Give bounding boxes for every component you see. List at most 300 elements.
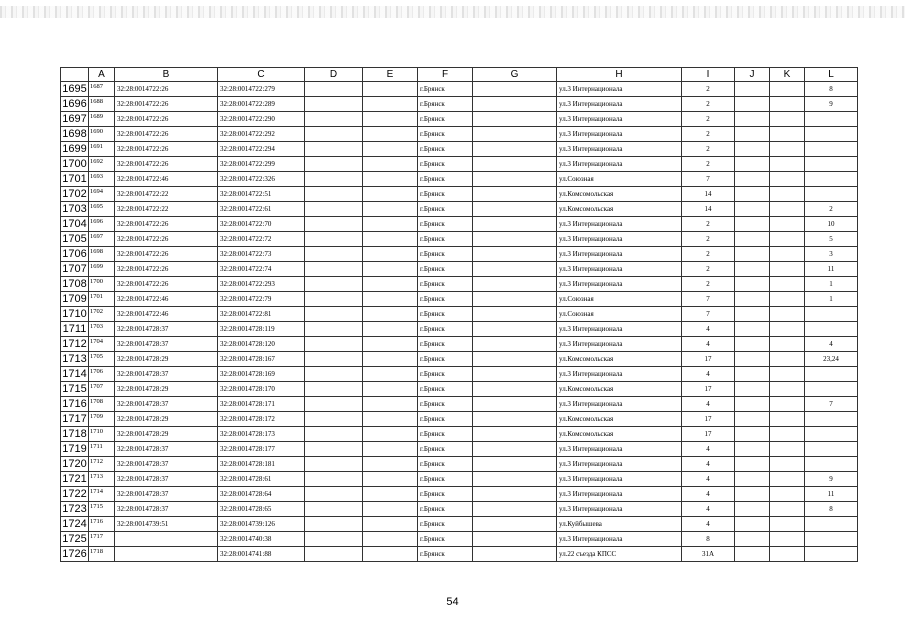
cell-h[interactable]: ул.Комсомольская: [557, 202, 682, 217]
cell-g[interactable]: [473, 307, 557, 322]
cell-a[interactable]: 1687: [89, 82, 115, 97]
cell-f[interactable]: г.Брянск: [418, 172, 473, 187]
cell-d[interactable]: [305, 532, 363, 547]
cell-a[interactable]: 1706: [89, 367, 115, 382]
cell-b[interactable]: 32:28:0014728:29: [115, 427, 218, 442]
cell-f[interactable]: г.Брянск: [418, 427, 473, 442]
cell-d[interactable]: [305, 352, 363, 367]
cell-e[interactable]: [363, 112, 418, 127]
cell-h[interactable]: ул.3 Интернационала: [557, 217, 682, 232]
cell-i[interactable]: 2: [682, 262, 735, 277]
cell-j[interactable]: [735, 262, 770, 277]
cell-e[interactable]: [363, 187, 418, 202]
cell-c[interactable]: 32:28:0014722:51: [218, 187, 305, 202]
cell-g[interactable]: [473, 502, 557, 517]
cell-a[interactable]: 1695: [89, 202, 115, 217]
cell-c[interactable]: 32:28:0014722:326: [218, 172, 305, 187]
cell-c[interactable]: 32:28:0014722:79: [218, 292, 305, 307]
cell-f[interactable]: г.Брянск: [418, 487, 473, 502]
cell-l[interactable]: 7: [805, 397, 858, 412]
row-number[interactable]: 1713: [62, 353, 87, 365]
cell-e[interactable]: [363, 277, 418, 292]
cell-e[interactable]: [363, 487, 418, 502]
cell-e[interactable]: [363, 172, 418, 187]
cell-d[interactable]: [305, 337, 363, 352]
cell-l[interactable]: 3: [805, 247, 858, 262]
cell-c[interactable]: 32:28:0014728:177: [218, 442, 305, 457]
cell-h[interactable]: ул.3 Интернационала: [557, 457, 682, 472]
cell-a[interactable]: 1711: [89, 442, 115, 457]
cell-d[interactable]: [305, 172, 363, 187]
row-number[interactable]: 1697: [62, 113, 87, 125]
row-number[interactable]: 1714: [62, 368, 87, 380]
cell-h[interactable]: ул.3 Интернационала: [557, 262, 682, 277]
cell-b[interactable]: 32:28:0014722:26: [115, 157, 218, 172]
cell-d[interactable]: [305, 202, 363, 217]
cell-j[interactable]: [735, 127, 770, 142]
cell-k[interactable]: [770, 157, 805, 172]
cell-i[interactable]: 7: [682, 292, 735, 307]
cell-k[interactable]: [770, 277, 805, 292]
cell-k[interactable]: [770, 202, 805, 217]
cell-a[interactable]: 1714: [89, 487, 115, 502]
cell-b[interactable]: 32:28:0014728:37: [115, 472, 218, 487]
cell-d[interactable]: [305, 382, 363, 397]
cell-f[interactable]: г.Брянск: [418, 262, 473, 277]
cell-h[interactable]: ул.3 Интернационала: [557, 322, 682, 337]
cell-b[interactable]: 32:28:0014722:26: [115, 112, 218, 127]
cell-e[interactable]: [363, 532, 418, 547]
cell-b[interactable]: 32:28:0014728:29: [115, 412, 218, 427]
cell-g[interactable]: [473, 472, 557, 487]
cell-c[interactable]: 32:28:0014728:65: [218, 502, 305, 517]
cell-f[interactable]: г.Брянск: [418, 502, 473, 517]
cell-l[interactable]: [805, 367, 858, 382]
cell-l[interactable]: 8: [805, 502, 858, 517]
cell-f[interactable]: г.Брянск: [418, 412, 473, 427]
cell-d[interactable]: [305, 127, 363, 142]
cell-g[interactable]: [473, 142, 557, 157]
cell-a[interactable]: 1707: [89, 382, 115, 397]
cell-j[interactable]: [735, 157, 770, 172]
cell-f[interactable]: г.Брянск: [418, 127, 473, 142]
cell-c[interactable]: 32:28:0014728:61: [218, 472, 305, 487]
cell-k[interactable]: [770, 322, 805, 337]
cell-f[interactable]: г.Брянск: [418, 142, 473, 157]
cell-h[interactable]: ул.3 Интернационала: [557, 502, 682, 517]
cell-h[interactable]: ул.3 Интернационала: [557, 472, 682, 487]
cell-e[interactable]: [363, 82, 418, 97]
cell-a[interactable]: 1694: [89, 187, 115, 202]
cell-h[interactable]: ул.3 Интернационала: [557, 127, 682, 142]
row-number[interactable]: 1707: [62, 263, 87, 275]
cell-i[interactable]: 4: [682, 397, 735, 412]
cell-h[interactable]: ул.3 Интернационала: [557, 487, 682, 502]
cell-a[interactable]: 1696: [89, 217, 115, 232]
cell-f[interactable]: г.Брянск: [418, 382, 473, 397]
cell-j[interactable]: [735, 547, 770, 562]
row-number[interactable]: 1704: [62, 218, 87, 230]
cell-b[interactable]: 32:28:0014722:26: [115, 247, 218, 262]
cell-g[interactable]: [473, 262, 557, 277]
cell-f[interactable]: г.Брянск: [418, 547, 473, 562]
cell-l[interactable]: [805, 127, 858, 142]
cell-i[interactable]: 17: [682, 427, 735, 442]
cell-h[interactable]: ул.3 Интернационала: [557, 397, 682, 412]
cell-k[interactable]: [770, 337, 805, 352]
cell-h[interactable]: ул.Союзная: [557, 292, 682, 307]
cell-b[interactable]: 32:28:0014722:26: [115, 217, 218, 232]
row-number[interactable]: 1723: [62, 503, 87, 515]
cell-f[interactable]: г.Брянск: [418, 532, 473, 547]
cell-b[interactable]: 32:28:0014722:26: [115, 142, 218, 157]
cell-e[interactable]: [363, 202, 418, 217]
cell-f[interactable]: г.Брянск: [418, 442, 473, 457]
row-number[interactable]: 1719: [62, 443, 87, 455]
cell-f[interactable]: г.Брянск: [418, 232, 473, 247]
cell-i[interactable]: 2: [682, 232, 735, 247]
cell-k[interactable]: [770, 502, 805, 517]
cell-i[interactable]: 2: [682, 247, 735, 262]
cell-h[interactable]: ул.3 Интернационала: [557, 247, 682, 262]
cell-i[interactable]: 7: [682, 307, 735, 322]
cell-j[interactable]: [735, 367, 770, 382]
row-number[interactable]: 1716: [62, 398, 87, 410]
row-number[interactable]: 1712: [62, 338, 87, 350]
cell-j[interactable]: [735, 382, 770, 397]
cell-e[interactable]: [363, 412, 418, 427]
cell-h[interactable]: ул.3 Интернационала: [557, 232, 682, 247]
cell-i[interactable]: 2: [682, 142, 735, 157]
cell-c[interactable]: 32:28:0014728:119: [218, 322, 305, 337]
cell-h[interactable]: ул.22 съезда КПСС: [557, 547, 682, 562]
cell-h[interactable]: ул.3 Интернационала: [557, 532, 682, 547]
cell-a[interactable]: 1703: [89, 322, 115, 337]
cell-l[interactable]: [805, 112, 858, 127]
cell-k[interactable]: [770, 187, 805, 202]
row-number[interactable]: 1709: [62, 293, 87, 305]
row-number[interactable]: 1708: [62, 278, 87, 290]
cell-e[interactable]: [363, 547, 418, 562]
cell-c[interactable]: 32:28:0014728:181: [218, 457, 305, 472]
cell-j[interactable]: [735, 457, 770, 472]
row-number[interactable]: 1720: [62, 458, 87, 470]
cell-g[interactable]: [473, 187, 557, 202]
cell-i[interactable]: 2: [682, 127, 735, 142]
cell-k[interactable]: [770, 262, 805, 277]
cell-k[interactable]: [770, 112, 805, 127]
cell-a[interactable]: 1710: [89, 427, 115, 442]
cell-e[interactable]: [363, 217, 418, 232]
cell-b[interactable]: 32:28:0014728:37: [115, 457, 218, 472]
cell-e[interactable]: [363, 352, 418, 367]
cell-j[interactable]: [735, 517, 770, 532]
cell-l[interactable]: [805, 142, 858, 157]
row-number[interactable]: 1718: [62, 428, 87, 440]
cell-e[interactable]: [363, 367, 418, 382]
cell-g[interactable]: [473, 337, 557, 352]
cell-e[interactable]: [363, 262, 418, 277]
cell-f[interactable]: г.Брянск: [418, 217, 473, 232]
cell-c[interactable]: 32:28:0014722:70: [218, 217, 305, 232]
cell-f[interactable]: г.Брянск: [418, 97, 473, 112]
cell-b[interactable]: 32:28:0014722:46: [115, 172, 218, 187]
cell-j[interactable]: [735, 292, 770, 307]
cell-j[interactable]: [735, 82, 770, 97]
cell-i[interactable]: 31А: [682, 547, 735, 562]
cell-a[interactable]: 1698: [89, 247, 115, 262]
cell-d[interactable]: [305, 262, 363, 277]
row-number[interactable]: 1698: [62, 128, 87, 140]
cell-a[interactable]: 1688: [89, 97, 115, 112]
row-number[interactable]: 1715: [62, 383, 87, 395]
cell-a[interactable]: 1702: [89, 307, 115, 322]
cell-c[interactable]: 32:28:0014722:289: [218, 97, 305, 112]
cell-g[interactable]: [473, 367, 557, 382]
cell-i[interactable]: 4: [682, 457, 735, 472]
cell-c[interactable]: 32:28:0014722:290: [218, 112, 305, 127]
cell-j[interactable]: [735, 442, 770, 457]
cell-k[interactable]: [770, 292, 805, 307]
cell-k[interactable]: [770, 457, 805, 472]
cell-k[interactable]: [770, 217, 805, 232]
cell-h[interactable]: ул.3 Интернационала: [557, 112, 682, 127]
cell-c[interactable]: 32:28:0014722:293: [218, 277, 305, 292]
cell-b[interactable]: 32:28:0014722:26: [115, 262, 218, 277]
cell-i[interactable]: 17: [682, 352, 735, 367]
cell-g[interactable]: [473, 322, 557, 337]
cell-k[interactable]: [770, 127, 805, 142]
cell-d[interactable]: [305, 427, 363, 442]
cell-b[interactable]: 32:28:0014728:37: [115, 487, 218, 502]
cell-b[interactable]: 32:28:0014722:22: [115, 187, 218, 202]
cell-g[interactable]: [473, 487, 557, 502]
cell-e[interactable]: [363, 322, 418, 337]
cell-i[interactable]: 17: [682, 382, 735, 397]
row-number[interactable]: 1706: [62, 248, 87, 260]
cell-c[interactable]: 32:28:0014722:72: [218, 232, 305, 247]
cell-h[interactable]: ул.Куйбышева: [557, 517, 682, 532]
cell-h[interactable]: ул.Комсомольская: [557, 427, 682, 442]
cell-j[interactable]: [735, 397, 770, 412]
cell-a[interactable]: 1709: [89, 412, 115, 427]
cell-b[interactable]: 32:28:0014728:37: [115, 367, 218, 382]
cell-h[interactable]: ул.3 Интернационала: [557, 277, 682, 292]
cell-f[interactable]: г.Брянск: [418, 112, 473, 127]
cell-j[interactable]: [735, 307, 770, 322]
cell-d[interactable]: [305, 292, 363, 307]
cell-a[interactable]: 1692: [89, 157, 115, 172]
cell-c[interactable]: 32:28:0014728:169: [218, 367, 305, 382]
cell-l[interactable]: 1: [805, 277, 858, 292]
cell-l[interactable]: [805, 157, 858, 172]
cell-h[interactable]: ул.3 Интернационала: [557, 97, 682, 112]
cell-f[interactable]: г.Брянск: [418, 307, 473, 322]
cell-h[interactable]: ул.3 Интернационала: [557, 142, 682, 157]
cell-b[interactable]: 32:28:0014728:37: [115, 337, 218, 352]
cell-g[interactable]: [473, 112, 557, 127]
cell-e[interactable]: [363, 472, 418, 487]
cell-e[interactable]: [363, 157, 418, 172]
cell-g[interactable]: [473, 397, 557, 412]
cell-k[interactable]: [770, 427, 805, 442]
row-number[interactable]: 1722: [62, 488, 87, 500]
cell-c[interactable]: 32:28:0014722:292: [218, 127, 305, 142]
cell-k[interactable]: [770, 487, 805, 502]
cell-g[interactable]: [473, 82, 557, 97]
cell-b[interactable]: [115, 532, 218, 547]
cell-d[interactable]: [305, 217, 363, 232]
cell-g[interactable]: [473, 517, 557, 532]
cell-k[interactable]: [770, 172, 805, 187]
cell-k[interactable]: [770, 517, 805, 532]
cell-j[interactable]: [735, 187, 770, 202]
cell-g[interactable]: [473, 292, 557, 307]
cell-f[interactable]: г.Брянск: [418, 517, 473, 532]
cell-a[interactable]: 1718: [89, 547, 115, 562]
cell-d[interactable]: [305, 112, 363, 127]
cell-d[interactable]: [305, 307, 363, 322]
cell-f[interactable]: г.Брянск: [418, 292, 473, 307]
cell-j[interactable]: [735, 172, 770, 187]
cell-j[interactable]: [735, 532, 770, 547]
cell-g[interactable]: [473, 412, 557, 427]
cell-i[interactable]: 2: [682, 217, 735, 232]
cell-k[interactable]: [770, 367, 805, 382]
cell-h[interactable]: ул.Комсомольская: [557, 187, 682, 202]
cell-b[interactable]: 32:28:0014722:26: [115, 277, 218, 292]
cell-k[interactable]: [770, 382, 805, 397]
cell-l[interactable]: 9: [805, 472, 858, 487]
cell-h[interactable]: ул.Союзная: [557, 307, 682, 322]
cell-e[interactable]: [363, 337, 418, 352]
cell-e[interactable]: [363, 142, 418, 157]
cell-b[interactable]: 32:28:0014728:29: [115, 352, 218, 367]
cell-j[interactable]: [735, 217, 770, 232]
cell-l[interactable]: [805, 187, 858, 202]
cell-d[interactable]: [305, 442, 363, 457]
cell-i[interactable]: 17: [682, 412, 735, 427]
cell-c[interactable]: 32:28:0014728:120: [218, 337, 305, 352]
cell-f[interactable]: г.Брянск: [418, 82, 473, 97]
cell-a[interactable]: 1704: [89, 337, 115, 352]
cell-i[interactable]: 2: [682, 82, 735, 97]
cell-h[interactable]: ул.Союзная: [557, 172, 682, 187]
cell-l[interactable]: [805, 517, 858, 532]
cell-d[interactable]: [305, 277, 363, 292]
cell-j[interactable]: [735, 427, 770, 442]
cell-c[interactable]: 32:28:0014722:61: [218, 202, 305, 217]
cell-d[interactable]: [305, 517, 363, 532]
cell-h[interactable]: ул.3 Интернационала: [557, 157, 682, 172]
row-number[interactable]: 1724: [62, 518, 87, 530]
cell-k[interactable]: [770, 307, 805, 322]
cell-e[interactable]: [363, 292, 418, 307]
cell-d[interactable]: [305, 502, 363, 517]
row-number[interactable]: 1721: [62, 473, 87, 485]
cell-l[interactable]: [805, 172, 858, 187]
cell-e[interactable]: [363, 97, 418, 112]
cell-b[interactable]: 32:28:0014722:46: [115, 292, 218, 307]
cell-d[interactable]: [305, 232, 363, 247]
cell-l[interactable]: 2: [805, 202, 858, 217]
cell-l[interactable]: [805, 322, 858, 337]
cell-e[interactable]: [363, 502, 418, 517]
cell-g[interactable]: [473, 202, 557, 217]
cell-h[interactable]: ул.3 Интернационала: [557, 442, 682, 457]
cell-g[interactable]: [473, 97, 557, 112]
row-number[interactable]: 1703: [62, 203, 87, 215]
cell-h[interactable]: ул.Комсомольская: [557, 412, 682, 427]
cell-l[interactable]: 11: [805, 262, 858, 277]
cell-c[interactable]: 32:28:0014722:81: [218, 307, 305, 322]
cell-j[interactable]: [735, 487, 770, 502]
cell-j[interactable]: [735, 247, 770, 262]
cell-e[interactable]: [363, 232, 418, 247]
cell-f[interactable]: г.Брянск: [418, 247, 473, 262]
cell-d[interactable]: [305, 187, 363, 202]
cell-d[interactable]: [305, 487, 363, 502]
cell-a[interactable]: 1697: [89, 232, 115, 247]
cell-g[interactable]: [473, 532, 557, 547]
cell-k[interactable]: [770, 532, 805, 547]
cell-i[interactable]: 4: [682, 517, 735, 532]
cell-l[interactable]: [805, 547, 858, 562]
cell-h[interactable]: ул.3 Интернационала: [557, 337, 682, 352]
cell-i[interactable]: 8: [682, 532, 735, 547]
cell-c[interactable]: 32:28:0014728:171: [218, 397, 305, 412]
cell-a[interactable]: 1715: [89, 502, 115, 517]
cell-c[interactable]: 32:28:0014728:64: [218, 487, 305, 502]
cell-i[interactable]: 4: [682, 502, 735, 517]
cell-e[interactable]: [363, 517, 418, 532]
cell-l[interactable]: [805, 307, 858, 322]
cell-j[interactable]: [735, 202, 770, 217]
cell-c[interactable]: 32:28:0014741:88: [218, 547, 305, 562]
cell-h[interactable]: ул.Комсомольская: [557, 352, 682, 367]
cell-l[interactable]: 10: [805, 217, 858, 232]
cell-j[interactable]: [735, 232, 770, 247]
cell-d[interactable]: [305, 322, 363, 337]
cell-j[interactable]: [735, 142, 770, 157]
cell-k[interactable]: [770, 547, 805, 562]
cell-b[interactable]: 32:28:0014722:26: [115, 232, 218, 247]
cell-l[interactable]: [805, 412, 858, 427]
cell-d[interactable]: [305, 157, 363, 172]
cell-a[interactable]: 1699: [89, 262, 115, 277]
cell-f[interactable]: г.Брянск: [418, 277, 473, 292]
cell-i[interactable]: 7: [682, 172, 735, 187]
cell-l[interactable]: [805, 532, 858, 547]
cell-c[interactable]: 32:28:0014722:299: [218, 157, 305, 172]
cell-b[interactable]: 32:28:0014722:26: [115, 82, 218, 97]
cell-l[interactable]: 8: [805, 82, 858, 97]
cell-b[interactable]: 32:28:0014728:37: [115, 322, 218, 337]
cell-i[interactable]: 4: [682, 337, 735, 352]
cell-k[interactable]: [770, 472, 805, 487]
cell-i[interactable]: 2: [682, 112, 735, 127]
cell-a[interactable]: 1701: [89, 292, 115, 307]
cell-e[interactable]: [363, 457, 418, 472]
cell-f[interactable]: г.Брянск: [418, 397, 473, 412]
cell-k[interactable]: [770, 247, 805, 262]
cell-e[interactable]: [363, 127, 418, 142]
cell-f[interactable]: г.Брянск: [418, 337, 473, 352]
cell-d[interactable]: [305, 367, 363, 382]
cell-j[interactable]: [735, 322, 770, 337]
cell-g[interactable]: [473, 427, 557, 442]
cell-l[interactable]: [805, 457, 858, 472]
